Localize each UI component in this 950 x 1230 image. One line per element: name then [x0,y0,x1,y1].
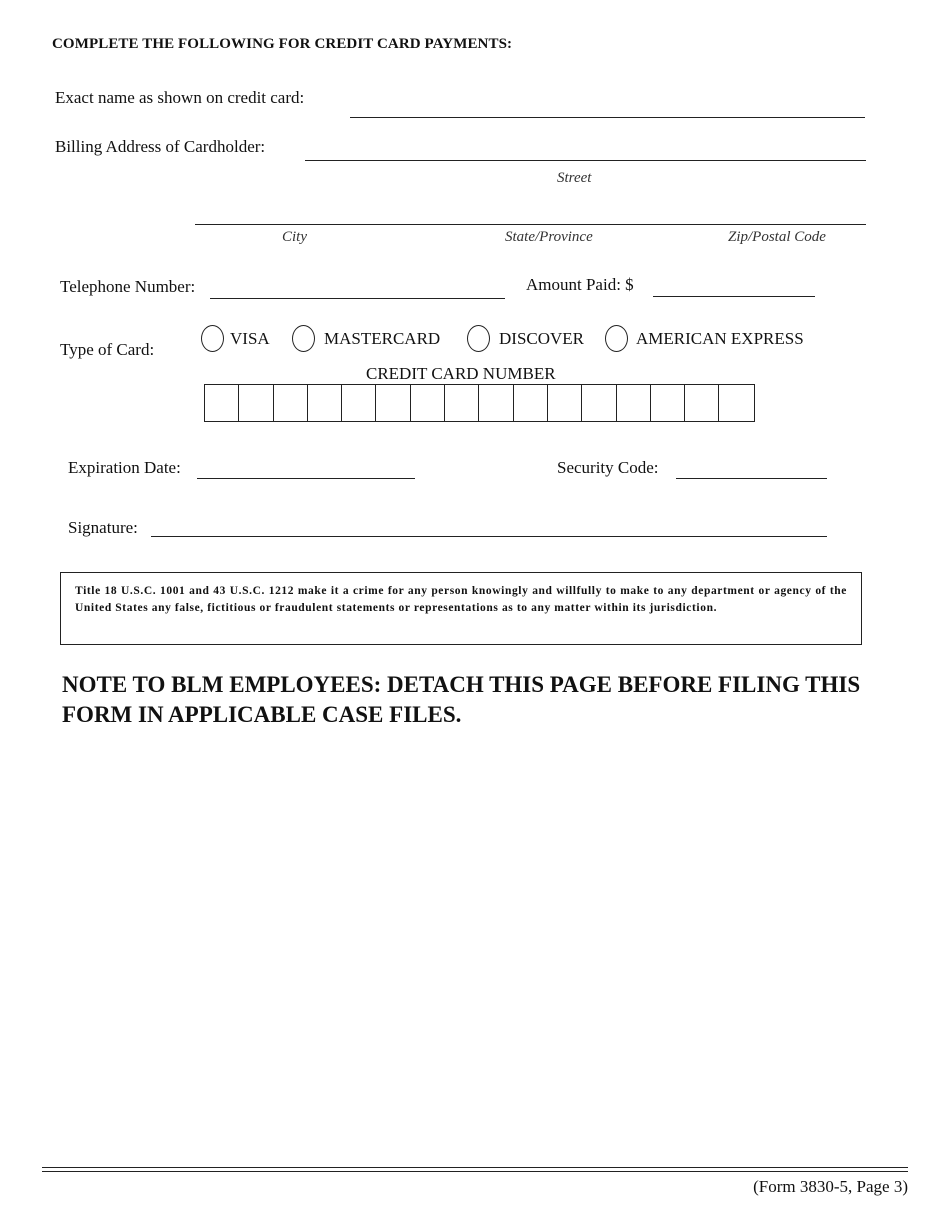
name-on-card-label: Exact name as shown on credit card: [55,88,305,107]
card-digit-box[interactable] [582,385,616,421]
card-digit-box[interactable] [719,385,753,421]
card-digit-box[interactable] [479,385,513,421]
visa-radio[interactable] [201,325,224,352]
card-digit-box[interactable] [274,385,308,421]
city-caption: City [282,229,307,245]
city-state-zip-field[interactable] [195,224,866,225]
street-caption: Street [557,170,592,186]
mastercard-radio[interactable] [292,325,315,352]
signature-label: Signature: [68,518,138,537]
form-footer: (Form 3830-5, Page 3) [753,1177,908,1196]
card-digit-box[interactable] [617,385,651,421]
card-type-label: Type of Card: [60,340,155,359]
amount-paid-field[interactable] [653,296,815,297]
american-express-radio[interactable] [605,325,628,352]
footer-rule-bottom [42,1171,908,1172]
section-heading: COMPLETE THE FOLLOWING FOR CREDIT CARD PAYMENTS: [52,36,513,52]
card-digit-box[interactable] [239,385,273,421]
security-code-field[interactable] [676,478,827,479]
american-express-label: AMERICAN EXPRESS [636,329,804,348]
amount-paid-label: Amount Paid: $ [526,275,634,294]
card-digit-box[interactable] [685,385,719,421]
card-digit-box[interactable] [205,385,239,421]
telephone-label: Telephone Number: [60,277,196,296]
expiration-date-field[interactable] [197,478,415,479]
discover-label: DISCOVER [499,329,585,348]
mastercard-label: MASTERCARD [324,329,441,348]
security-code-label: Security Code: [557,458,659,477]
card-digit-box[interactable] [411,385,445,421]
billing-address-label: Billing Address of Cardholder: [55,137,266,156]
card-digit-box[interactable] [308,385,342,421]
visa-label: VISA [230,329,270,348]
card-digit-box[interactable] [376,385,410,421]
blm-note: NOTE TO BLM EMPLOYEES: DETACH THIS PAGE BEFORE FILING THIS FORM IN APPLICABLE CASE FILES. [62,672,861,727]
telephone-field[interactable] [210,298,505,299]
expiration-date-label: Expiration Date: [68,458,181,477]
card-digit-box[interactable] [651,385,685,421]
card-number-grid [204,384,755,422]
card-digit-box[interactable] [548,385,582,421]
state-caption: State/Province [505,229,593,245]
name-on-card-field[interactable] [350,117,865,118]
signature-field[interactable] [151,536,827,537]
footer-rule-top [42,1167,908,1168]
card-digit-box[interactable] [514,385,548,421]
card-digit-box[interactable] [342,385,376,421]
card-digit-box[interactable] [445,385,479,421]
legal-warning-box: Title 18 U.S.C. 1001 and 43 U.S.C. 1212 make it a crime for any person knowingly and willfully to make to any department or agency of the United States any false, fictitious or fraudulent statements or representations as to any matter within its jurisdiction. [60,572,862,645]
card-number-label: CREDIT CARD NUMBER [366,364,556,383]
street-field[interactable] [305,160,866,161]
discover-radio[interactable] [467,325,490,352]
zip-caption: Zip/Postal Code [728,229,826,245]
